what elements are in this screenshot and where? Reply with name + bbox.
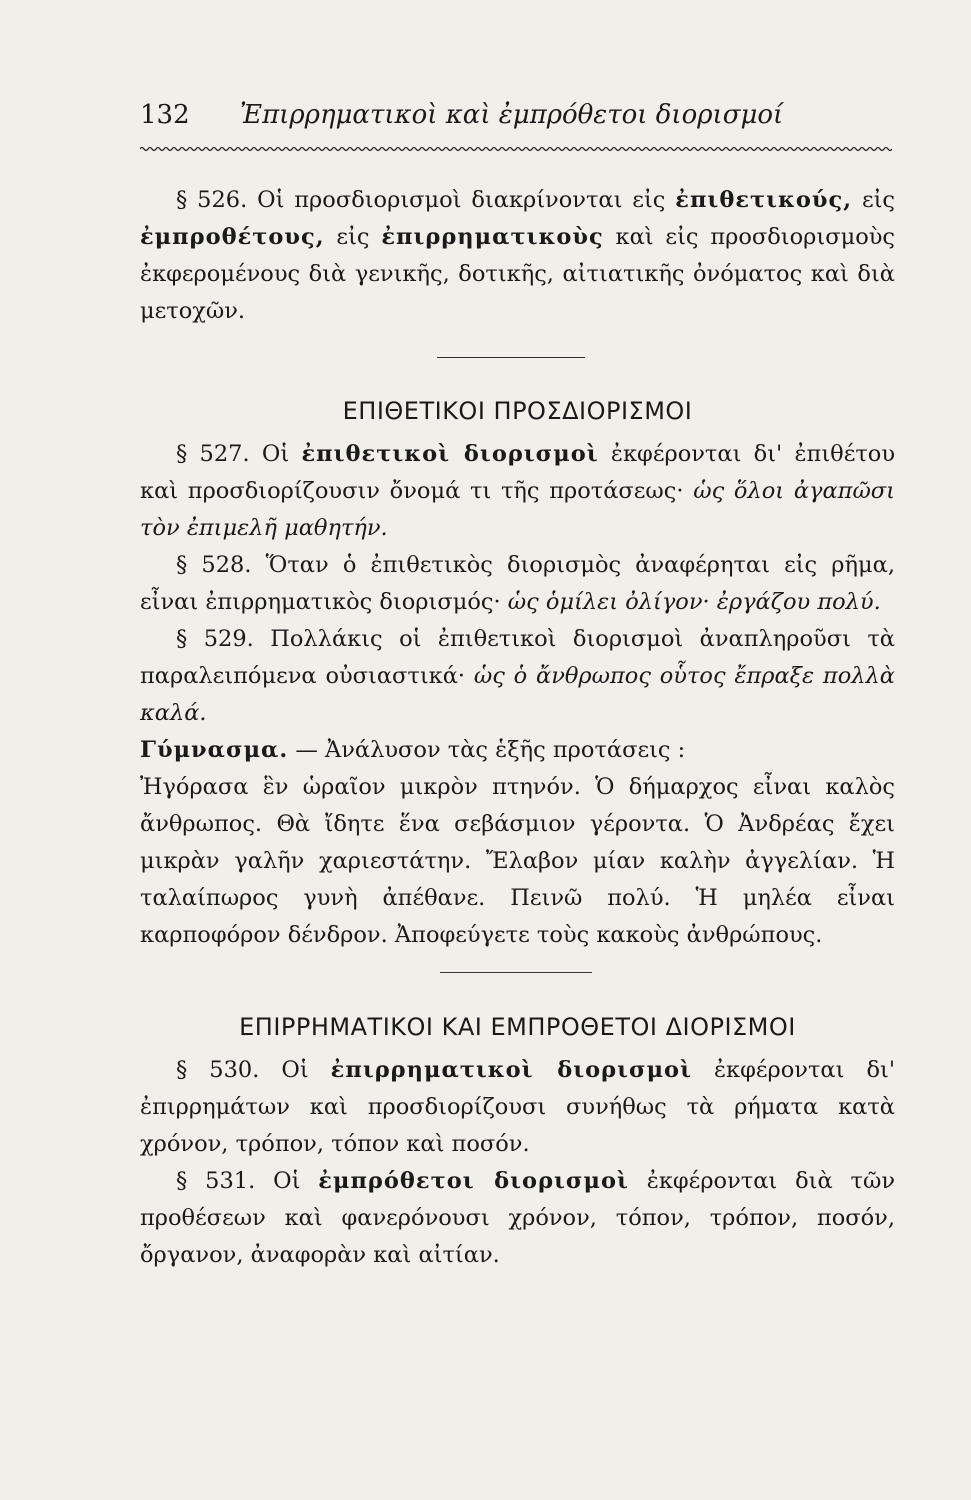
section-marker: § 528.	[176, 552, 252, 578]
paragraph-529: § 529. Πολλάκις οἱ ἐπιθετικοὶ διορισμοὶ ἀναπληροῦσι τὰ παραλειπόμενα οὐσιαστικά· ὡς ὁ ἄνθρωπος οὗτος ἔπραξε πολλὰ καλά.	[140, 626, 895, 726]
exercise-instruction: — Ἀνάλυσον τὰς ἑξῆς προτάσεις :	[295, 737, 686, 763]
section-heading: ΕΠΙΘΕΤΙΚΟΙ ΠΡΟΣΔΙΟΡΙΣΜΟΙ	[342, 397, 693, 425]
exercise-label: Γύμνασμα.	[140, 737, 289, 763]
example-text: ὡς ὁ ἄνθρωπος οὗτος ἔπραξε πολλὰ καλά.	[140, 663, 895, 726]
running-title: Ἐπιρρηματικοὶ καὶ ἐμπρόθετοι διορισμοί	[239, 100, 784, 130]
paragraphs-530-531	[140, 1052, 895, 1274]
section-marker: § 527.	[176, 441, 250, 467]
section-marker: § 531.	[176, 1168, 256, 1194]
bold-term: ἐπιθετικοὶ διορισμοὶ	[301, 441, 599, 467]
paragraph-530: § 530. Οἱ ἐπιρρηματικοὶ διορισμοὶ ἐκφέρονται δι' ἐπιρρημάτων καὶ προσδιορίζουσι συνήθως τὰ ρήματα κατὰ χρόνον, τρόπον, τόπον καὶ ποσόν.	[140, 1057, 896, 1157]
section-marker: § 530.	[176, 1057, 260, 1083]
section-heading: ΕΠΙΡΡΗΜΑΤΙΚΟΙ ΚΑΙ ΕΜΠΡΟΘΕΤΟΙ ΔΙΟΡΙΣΜΟΙ	[239, 1013, 796, 1041]
paragraph-527: § 527. Οἱ ἐπιθετικοὶ διορισμοὶ ἐκφέρονται δι' ἐπιθέτου καὶ προσδιορίζουσιν ὄνομά τι τῆς προτάσεως· ὡς ὅλοι ἀγαπῶσι τὸν ἐπιμελῆ μαθητήν.	[140, 441, 896, 541]
section-marker: § 529.	[176, 626, 254, 652]
bold-term: ἐπιθετικούς,	[675, 187, 853, 213]
bold-term: ἐμπρόθετοι διορισμοὶ	[318, 1168, 629, 1194]
page-number: 132	[140, 100, 190, 130]
bold-term: ἐπιρρηματικοὶ διορισμοὶ	[330, 1057, 692, 1083]
section-marker: § 526.	[176, 187, 248, 213]
page-header	[140, 100, 890, 130]
bold-term: ἐμπροθέτους,	[140, 224, 325, 250]
bold-term: ἐπιρρηματικοὺς	[381, 224, 604, 250]
paragraph-526: § 526. Οἱ προσδιορισμοὶ διακρίνονται εἰς ἐπιθετικούς, εἰς ἐμπροθέτους, εἰς ἐπιρρηματικοὺς καὶ εἰς προσδιορισμοὺς ἐκφερομένους διὰ γενικῆς, δοτικῆς, αἰτιατικῆς ὀνόματος καὶ διὰ μετοχῶν.	[140, 187, 896, 324]
exercise	[140, 732, 895, 769]
example-text: ὡς ὅλοι ἀγαπῶσι τὸν ἐπιμελῆ μαθητήν.	[140, 478, 895, 541]
paragraph-531: § 531. Οἱ ἐμπρόθετοι διορισμοὶ ἐκφέρονται διὰ τῶν προθέσεων καὶ φανερόνουσι χρόνον, τόπον, τρόπον, ποσόν, ὄργανον, ἀναφορὰν καὶ αἰτίαν.	[140, 1168, 896, 1268]
exercise-text: Ἠγόρασα ἓν ὡραῖον μικρὸν πτηνόν. Ὁ δήμαρχος εἶναι καλὸς ἄνθρωπος. Θὰ ἴδητε ἕνα σεβάσμιον γέροντα. Ὁ Ἀνδρέας ἔχει μικρὰν γαλῆν χαριεστάτην. Ἔλαβον μίαν καλὴν ἀγγελίαν. Ἡ ταλαίπωρος γυνὴ ἀπέθανε. Πεινῶ πολύ. Ἡ μηλέα εἶναι καρποφόρον δένδρον. Ἀποφεύγετε τοὺς κακοὺς ἀνθρώπους.	[140, 774, 895, 948]
section-divider	[437, 357, 585, 358]
example-text: ὡς ὁμίλει ὀλίγον· ἐργάζου πολύ.	[507, 589, 881, 615]
paragraph-528: § 528. Ὅταν ὁ ἐπιθετικὸς διορισμὸς ἀναφέρηται εἰς ρῆμα, εἶναι ἐπιρρηματικὸς διορισμός· ὡς ὁμίλει ὀλίγον· ἐργάζου πολύ.	[140, 552, 895, 615]
paragraphs-527-529	[140, 436, 895, 954]
wavy-header-rule	[140, 145, 892, 153]
section-divider	[440, 972, 592, 973]
